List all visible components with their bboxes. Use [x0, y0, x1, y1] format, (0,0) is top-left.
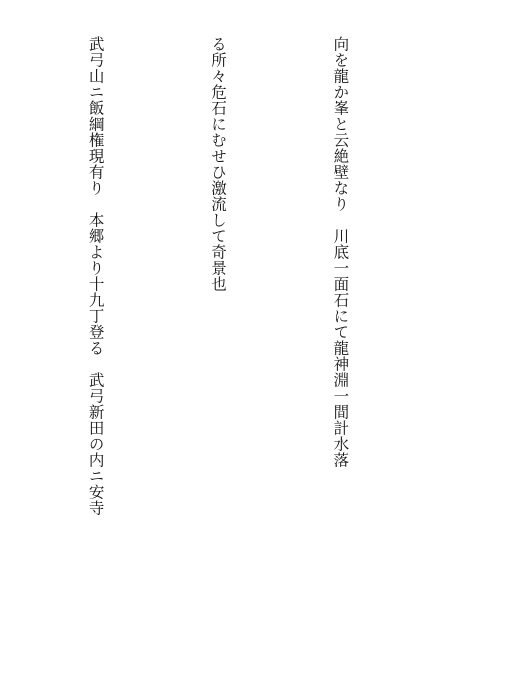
text-line-2: る所々危石にむせひ激流して奇景也 — [209, 36, 228, 292]
text-line-1: 向を龍か峯と云絶壁なり 川底一面石にて龍神淵一間計水落 — [331, 36, 350, 468]
text-line-3: 武弓山ニ飯綱権現有り 本郷より十九丁登る 武弓新田の内ニ安寺 — [86, 36, 105, 516]
vertical-text-body — [0, 36, 442, 636]
